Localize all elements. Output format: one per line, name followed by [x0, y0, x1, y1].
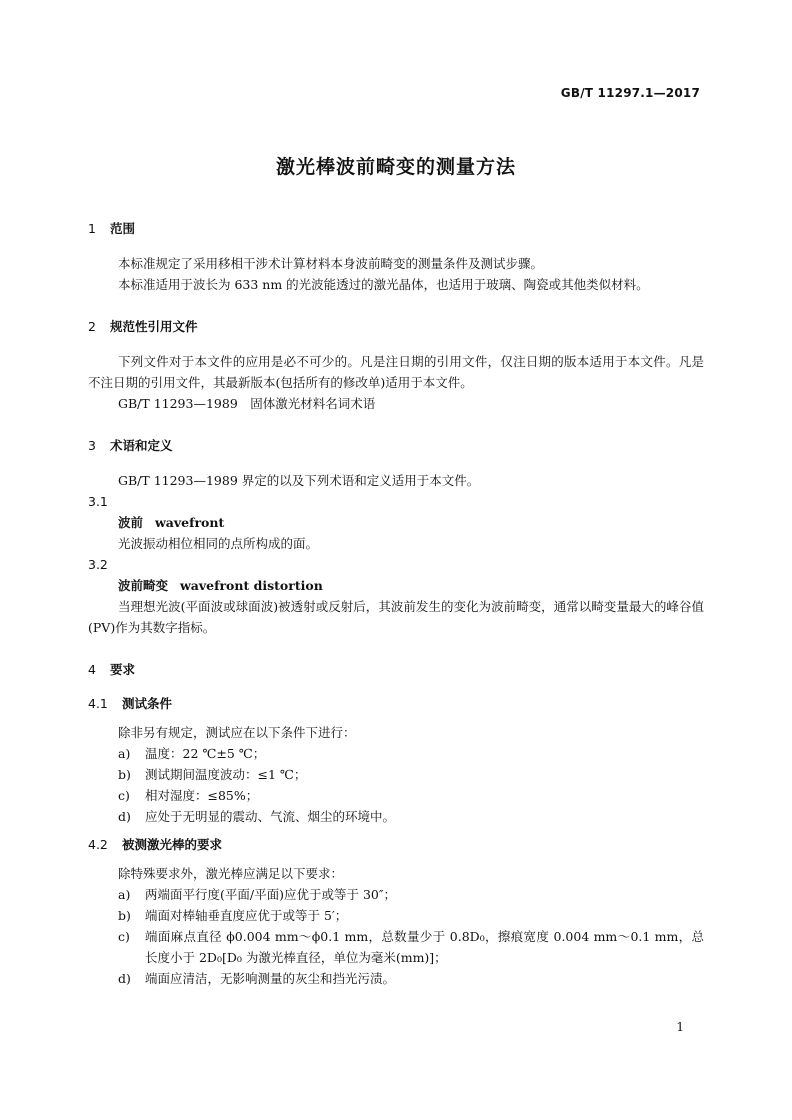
paragraph: 本标准适用于波长为 633 nm 的光波能透过的激光晶体，也适用于玻璃、陶瓷或其他类似材料。	[118, 277, 649, 292]
list-item: a) 两端面平行度(平面/平面)应优于或等于 30″；	[118, 887, 397, 902]
list-item: b) 端面对棒轴垂直度应优于或等于 5′；	[118, 908, 348, 923]
paragraph: 本标准规定了采用移相干涉术计算材料本身波前畸变的测量条件及测试步骤。	[118, 256, 544, 271]
term-definition: 光波振动相位相同的点所构成的面。	[118, 536, 319, 551]
normative-reference: GB/T 11293—1989 固体激光材料名词术语	[118, 396, 376, 411]
standard-code: GB/T 11297.1—2017	[560, 86, 700, 100]
list-item: c) 端面麻点直径 ϕ0.004 mm～ϕ0.1 mm，总数量少于 0.8D₀，擦痕宽度 0.004 mm～0.1 mm，总长度小于 2D₀[D₀ 为激光棒直径，单位为毫米(mm)]；	[118, 929, 704, 965]
paragraph: 除特殊要求外，激光棒应满足以下要求：	[118, 866, 344, 881]
subsection-heading-4-2: 4.2 被测激光棒的要求	[88, 837, 223, 852]
section-heading-3: 3 术语和定义	[88, 438, 173, 453]
page-number: 1	[676, 1020, 684, 1034]
term-entry: 波前 wavefront	[118, 515, 225, 530]
section-heading-4: 4 要求	[88, 662, 136, 677]
term-number: 3.2	[88, 557, 108, 572]
section-heading-1: 1 范围	[88, 221, 136, 236]
list-item: c) 相对湿度：≤85%；	[118, 788, 259, 803]
paragraph: GB/T 11293—1989 界定的以及下列术语和定义适用于本文件。	[118, 473, 480, 488]
term-definition: 当理想光波(平面波或球面波)被透射或反射后，其波前发生的变化为波前畸变，通常以畸变量最大的峰谷值(PV)作为其数字指标。	[88, 599, 704, 635]
document-body	[88, 219, 704, 989]
term-number: 3.1	[88, 494, 108, 509]
paragraph: 下列文件对于本文件的应用是必不可少的。凡是注日期的引用文件，仅注日期的版本适用于本文件。凡是不注日期的引用文件，其最新版本(包括所有的修改单)适用于本文件。	[88, 354, 704, 390]
term-entry: 波前畸变 wavefront distortion	[118, 578, 323, 593]
list-item: d) 端面应清洁，无影响测量的灰尘和挡光污渍。	[118, 971, 396, 986]
list-item: a) 温度：22 ℃±5 ℃；	[118, 746, 266, 761]
list-item: b) 测试期间温度波动：≤1 ℃；	[118, 767, 307, 782]
list-item: d) 应处于无明显的震动、气流、烟尘的环境中。	[118, 809, 396, 824]
section-heading-2: 2 规范性引用文件	[88, 319, 198, 334]
document-title: 激光棒波前畸变的测量方法	[275, 156, 516, 178]
paragraph: 除非另有规定，测试应在以下条件下进行：	[118, 725, 356, 740]
subsection-heading-4-1: 4.1 测试条件	[88, 696, 173, 711]
